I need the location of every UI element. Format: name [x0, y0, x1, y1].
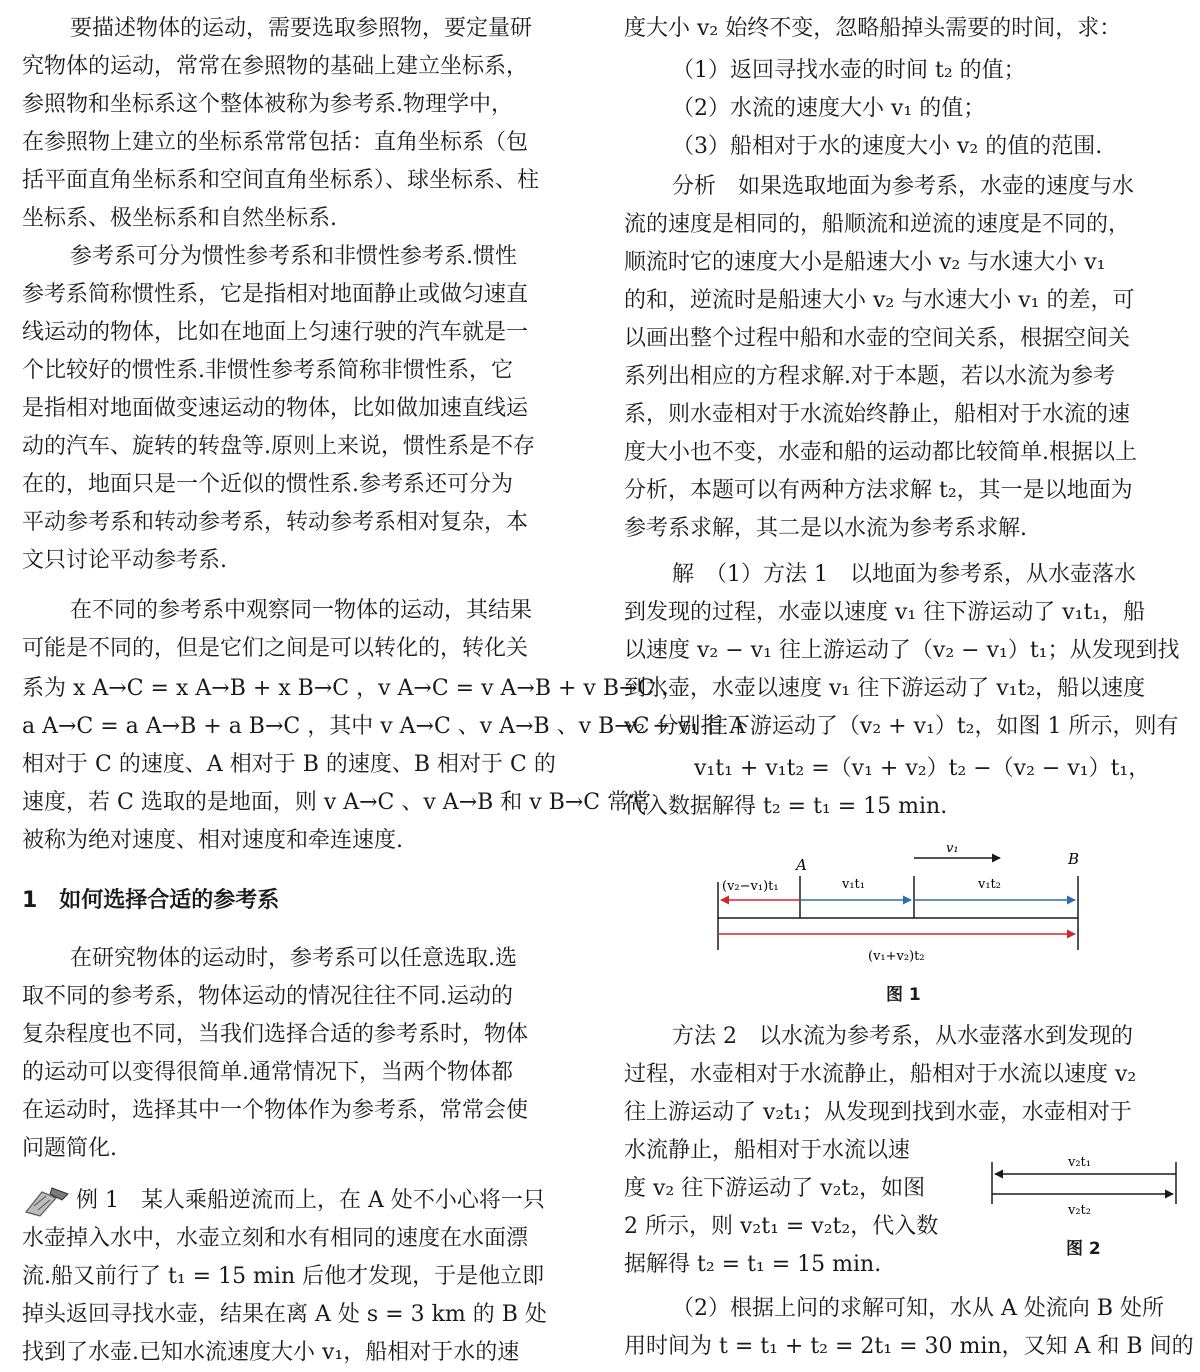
paragraph-line: 找到了水壶.已知水流速度大小 v₁，船相对于水的速 [22, 1340, 520, 1365]
paragraph-line: 的和，逆流时是船速大小 v₂ 与水速大小 v₁ 的差，可 [624, 288, 1135, 313]
paragraph-line: 参考系简称惯性系，它是指相对地面静止或做匀速直 [22, 282, 529, 307]
label-A: A [796, 856, 807, 874]
paragraph-line: 系，则水壶相对于水流始终静止，船相对于水流的速 [624, 402, 1131, 427]
fig2-label-bottom: v₂t₂ [1068, 1203, 1091, 1218]
paragraph-line: 在不同的参考系中观察同一物体的运动，其结果 [70, 598, 533, 623]
figure-1-caption: 图 1 [886, 985, 921, 1005]
paragraph-line: （2）根据上问的求解可知，水从 A 处流向 B 处所 [672, 1296, 1165, 1321]
formula-line: a A→C = a A→B + a B→C ，其中 v A→C 、v A→B 、v B→C 分别指 A [22, 714, 746, 739]
paragraph-line: 以速度 v₂ − v₁ 往上游运动了（v₂ − v₁）t₁；从发现到找 [624, 638, 1180, 663]
example-pencil-icon [22, 1184, 72, 1218]
paragraph-line: 据解得 t₂ = t₁ = 15 min. [624, 1252, 882, 1277]
paragraph-line: 动的汽车、旋转的转盘等.原则上来说，惯性系是不存 [22, 434, 535, 459]
paragraph-line: v₂ + v₁ 往下游运动了（v₂ + v₁）t₂，如图 1 所示，则有 [624, 714, 1179, 739]
paragraph-line: 度大小 v₂ 始终不变，忽略船掉头需要的时间，求： [624, 16, 1122, 41]
paragraph-line: 问题简化. [22, 1136, 117, 1161]
paragraph-line: 可能是不同的，但是它们之间是可以转化的，转化关 [22, 636, 529, 661]
paragraph-line: 掉头返回寻找水壶，结果在离 A 处 s = 3 km 的 B 处 [22, 1302, 547, 1327]
paragraph-line: 线运动的物体，比如在地面上匀速行驶的汽车就是一 [22, 320, 529, 345]
analysis-line: 分析 如果选取地面为参考系，水壶的速度与水 [672, 174, 1135, 199]
question-item: （3）船相对于水的速度大小 v₂ 的值的范围. [672, 134, 1103, 159]
figure-1-diagram [704, 838, 1124, 978]
figure-2-caption: 图 2 [1066, 1239, 1101, 1259]
paragraph-line: 在研究物体的运动时，参考系可以任意选取.选 [70, 946, 517, 971]
paragraph-line: 系列出相应的方程求解.对于本题，若以水流为参考 [624, 364, 1115, 389]
question-item: （2）水流的速度大小 v₁ 的值； [672, 96, 986, 121]
paragraph-line: 的运动可以变得很简单.通常情况下，当两个物体都 [22, 1060, 513, 1085]
paragraph-line: 在参照物上建立的坐标系常常包括：直角坐标系（包 [22, 130, 529, 155]
paragraph-line: 水壶掉入水中，水壶立刻和水有相同的速度在水面漂 [22, 1226, 529, 1251]
paragraph-line: 在运动时，选择其中一个物体作为参考系，常常会使 [22, 1098, 529, 1123]
paragraph-line: 流的速度是相同的，船顺流和逆流的速度是不同的， [624, 212, 1131, 237]
figure-2-diagram [988, 1148, 1184, 1224]
paragraph-line: 顺流时它的速度大小是船速大小 v₂ 与水速大小 v₁ [624, 250, 1106, 275]
paragraph-line: 参照物和坐标系这个整体被称为参考系.物理学中， [22, 92, 513, 117]
label-v1: v₁ [946, 841, 959, 856]
paragraph-line: 到发现的过程，水壶以速度 v₁ 往下游运动了 v₁t₁，船 [624, 600, 1146, 625]
equation-line: v₁t₁ + v₁t₂ =（v₁ + v₂）t₂ −（v₂ − v₁）t₁， [694, 756, 1151, 781]
paragraph-line: 文只讨论平动参考系. [22, 548, 227, 573]
paragraph-line: 复杂程度也不同，当我们选择合适的参考系时，物体 [22, 1022, 529, 1047]
method-line: 方法 2 以水流为参考系，从水壶落水到发现的 [672, 1024, 1133, 1049]
solution-line: 解 （1）方法 1 以地面为参考系，从水壶落水 [672, 562, 1136, 587]
paragraph-line: 是指相对地面做变速运动的物体，比如做加速直线运 [22, 396, 529, 421]
label-seg1: (v₂−v₁)t₁ [722, 879, 779, 894]
paragraph-line: 被称为绝对速度、相对速度和牵连速度. [22, 828, 403, 853]
example-line: 例 1 某人乘船逆流而上，在 A 处不小心将一只 [76, 1188, 545, 1213]
paragraph-line: 度 v₂ 往下游运动了 v₂t₂，如图 [624, 1176, 926, 1201]
paragraph-line: 坐标系、极坐标系和自然坐标系. [22, 206, 337, 231]
paragraph-line: 究物体的运动，常常在参照物的基础上建立坐标系， [22, 54, 529, 79]
paragraph-line: 个比较好的惯性系.非惯性参考系简称非惯性系，它 [22, 358, 513, 383]
paragraph-line: 相对于 C 的速度、A 相对于 B 的速度、B 相对于 C 的 [22, 752, 556, 777]
paragraph-line: 流.船又前行了 t₁ = 15 min 后他才发现，于是他立即 [22, 1264, 545, 1289]
question-item: （1）返回寻找水壶的时间 t₂ 的值； [672, 58, 1026, 83]
paragraph-line: 速度，若 C 选取的是地面，则 v A→C 、v A→B 和 v B→C 常常 [22, 790, 652, 815]
paragraph-line: 往上游运动了 v₂t₁；从发现到找到水壶，水壶相对于 [624, 1100, 1132, 1125]
paragraph-line: 在的，地面只是一个近似的惯性系.参考系还可分为 [22, 472, 513, 497]
paragraph-line: 水流静止，船相对于水流以速 [624, 1138, 911, 1163]
paragraph-line: 代入数据解得 t₂ = t₁ = 15 min. [624, 794, 948, 819]
label-B: B [1068, 850, 1080, 868]
label-bottom: (v₁+v₂)t₂ [868, 949, 925, 964]
paragraph-line: 取不同的参考系，物体运动的情况往往不同.运动的 [22, 984, 513, 1009]
paragraph-line: 括平面直角坐标系和空间直角坐标系）、球坐标系、柱 [22, 168, 540, 193]
paragraph-line: 参考系可分为惯性参考系和非惯性参考系.惯性 [70, 244, 517, 269]
paragraph-line: 平动参考系和转动参考系，转动参考系相对复杂，本 [22, 510, 529, 535]
paragraph-line: 到水壶，水壶以速度 v₁ 往下游运动了 v₁t₂，船以速度 [624, 676, 1146, 701]
paragraph-line: 以画出整个过程中船和水壶的空间关系，根据空间关 [624, 326, 1131, 351]
label-seg2: v₁t₁ [842, 877, 865, 892]
section-heading: 1 如何选择合适的参考系 [22, 888, 280, 913]
formula-line: 系为 x A→C = x A→B + x B→C ，v A→C = v A→B + v B→C ， [22, 676, 684, 701]
paragraph-line: 过程，水壶相对于水流静止，船相对于水流以速度 v₂ [624, 1062, 1137, 1087]
paragraph-line: 用时间为 t = t₁ + t₂ = 2t₁ = 30 min，又知 A 和 B 间的 [624, 1334, 1194, 1359]
paragraph-line: 度大小也不变，水壶和船的运动都比较简单.根据以上 [624, 440, 1137, 465]
paragraph-line: 参考系求解，其二是以水流为参考系求解. [624, 516, 1027, 541]
paragraph-line: 分析，本题可以有两种方法求解 t₂，其一是以地面为 [624, 478, 1133, 503]
label-seg3: v₁t₂ [978, 877, 1001, 892]
fig2-label-top: v₂t₁ [1068, 1155, 1091, 1170]
paragraph-line: 2 所示，则 v₂t₁ = v₂t₂，代入数 [624, 1214, 939, 1239]
paragraph-line: 要描述物体的运动，需要选取参照物，要定量研 [70, 16, 533, 41]
